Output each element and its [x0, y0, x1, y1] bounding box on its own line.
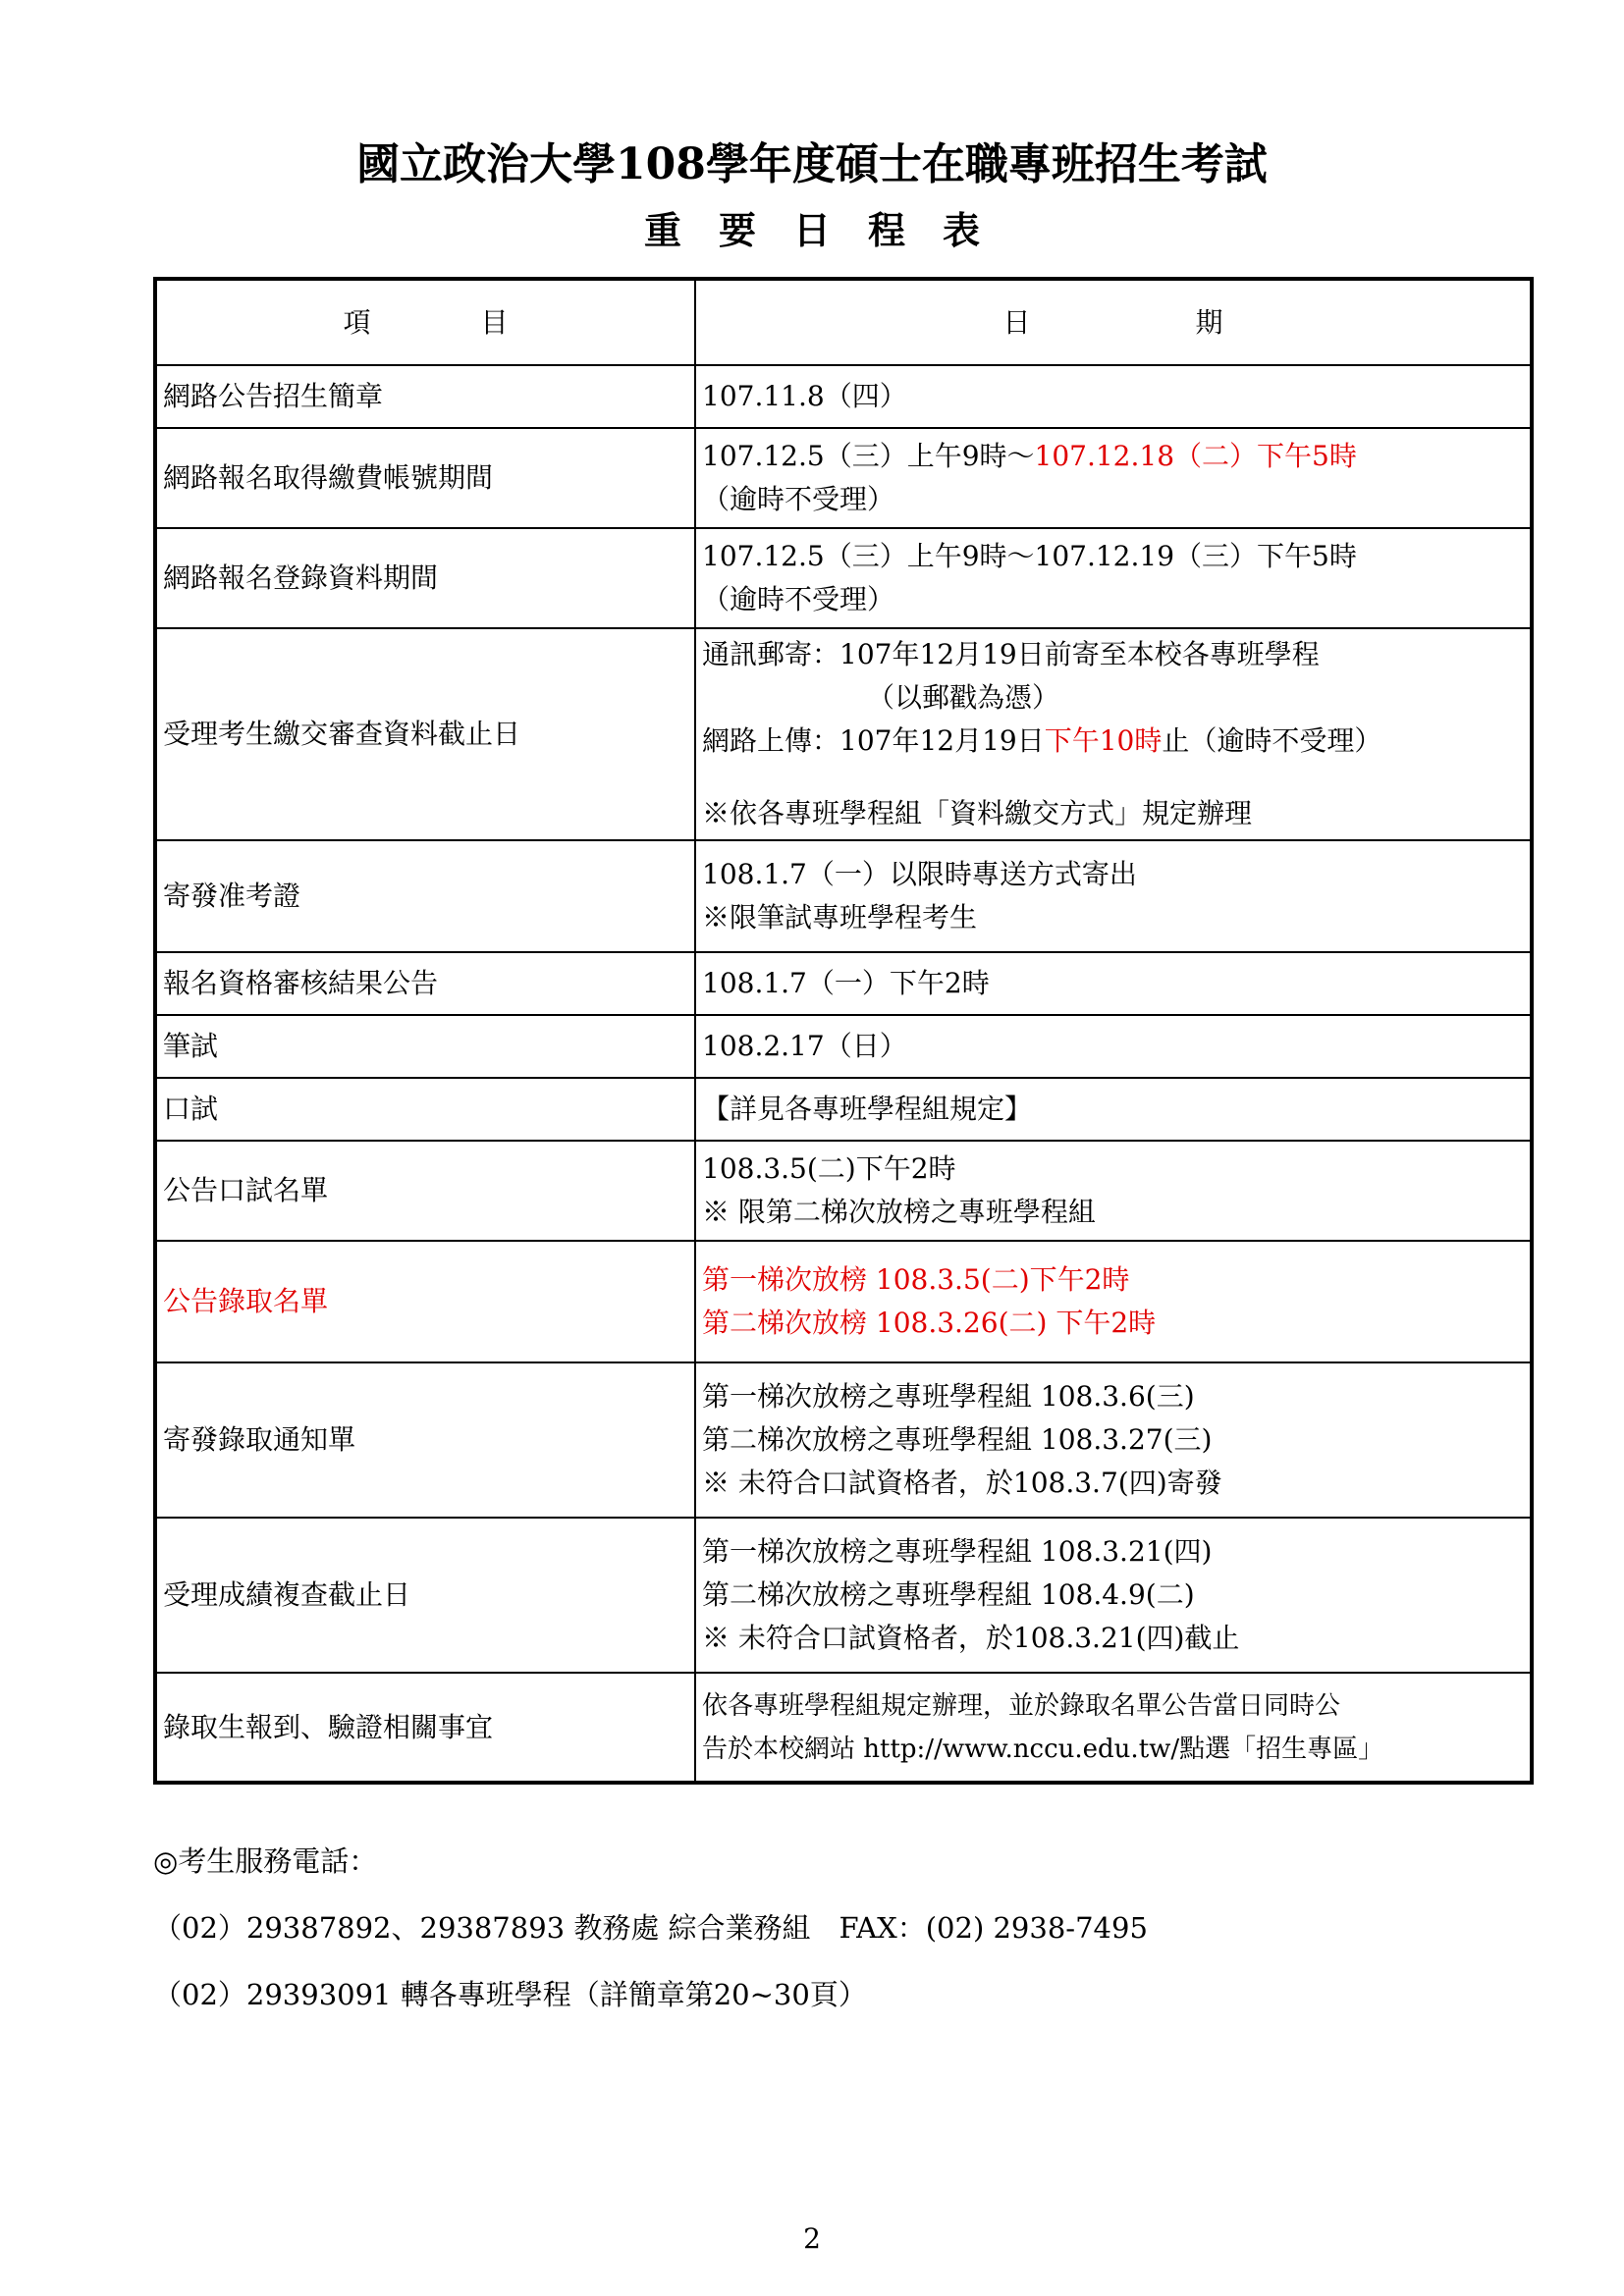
page-number: 2 [803, 2222, 821, 2255]
row-item: 網路公告招生簡章 [155, 365, 695, 428]
table-row [155, 1673, 1532, 1783]
date-line: 第一梯次放榜之專班學程組 108.3.6(三) [702, 1380, 1195, 1413]
table-header-row [155, 279, 1532, 365]
row-date [695, 1141, 1532, 1241]
date-line: 第二梯次放榜 108.3.26(二) 下午2時 [702, 1307, 1157, 1339]
date-line: 108.3.5(二)下午2時 [702, 1152, 956, 1185]
row-date [695, 1241, 1532, 1362]
row-item: 公告口試名單 [155, 1141, 695, 1241]
row-date [695, 840, 1532, 952]
date-note: （逾時不受理） [702, 583, 895, 615]
row-date [695, 1673, 1532, 1783]
date-line: 107.12.5（三）上午9時～107.12.19（三）下午5時 [702, 540, 1357, 572]
date-note: ※ 未符合口試資格者，於108.3.21(四)截止 [702, 1622, 1240, 1654]
header-item: 項 目 [155, 279, 695, 365]
date-line: 通訊郵寄：107年12月19日前寄至本校各專班學程 [702, 638, 1320, 670]
date-note: ※ 未符合口試資格者，於108.3.7(四)寄發 [702, 1467, 1222, 1499]
row-date: 108.1.7（一）下午2時 [695, 952, 1532, 1015]
row-item: 網路報名登錄資料期間 [155, 528, 695, 628]
row-item: 受理考生繳交審查資料截止日 [155, 628, 695, 840]
date-line: 第一梯次放榜之專班學程組 108.3.21(四) [702, 1535, 1213, 1568]
table-row [155, 528, 1532, 628]
page-title: 國立政治大學108學年度碩士在職專班招生考試 [356, 139, 1268, 189]
table-row [155, 952, 1532, 1015]
date-part: 止（逾時不受理） [1162, 724, 1382, 757]
schedule-table [153, 277, 1534, 1785]
row-item: 錄取生報到、驗證相關事宜 [155, 1673, 695, 1783]
date-line: 依各專班學程組規定辦理，並於錄取名單公告當日同時公 [702, 1690, 1341, 1721]
footer-phone-line: （02）29393091 轉各專班學程（詳簡章第20~30頁） [153, 1978, 867, 2011]
date-line: （以郵戳為憑） [867, 681, 1060, 714]
table-row [155, 1078, 1532, 1141]
table-row [155, 1015, 1532, 1078]
date-line: 第二梯次放榜之專班學程組 108.4.9(二) [702, 1578, 1195, 1611]
date-note: （逾時不受理） [702, 483, 895, 515]
deadline-highlight: 107.12.18（二）下午5時 [1034, 440, 1357, 472]
table-row [155, 840, 1532, 952]
date-note: ※ 限第二梯次放榜之專班學程組 [702, 1196, 1096, 1228]
date-line: 第二梯次放榜之專班學程組 108.3.27(三) [702, 1423, 1213, 1456]
row-date [695, 528, 1532, 628]
row-item: 寄發錄取通知單 [155, 1362, 695, 1518]
date-line: 告於本校網站 http://www.nccu.edu.tw/點選「招生專區」 [702, 1734, 1384, 1764]
header-date: 日 期 [695, 279, 1532, 365]
page-subtitle: 重 要 日 程 表 [643, 208, 980, 252]
date-line: 第一梯次放榜 108.3.5(二)下午2時 [702, 1263, 1130, 1296]
row-item: 公告錄取名單 [155, 1241, 695, 1362]
date-note: ※依各專班學程組「資料繳交方式」規定辦理 [702, 797, 1253, 829]
table-row [155, 1362, 1532, 1518]
row-item: 受理成績複查截止日 [155, 1518, 695, 1673]
table-row [155, 628, 1532, 840]
date-note: ※限筆試專班學程考生 [702, 901, 978, 934]
row-item: 筆試 [155, 1015, 695, 1078]
row-date [695, 428, 1532, 528]
date-line: 108.1.7（一）以限時專送方式寄出 [702, 858, 1137, 890]
table-row [155, 1141, 1532, 1241]
row-item: 口試 [155, 1078, 695, 1141]
row-item: 網路報名取得繳費帳號期間 [155, 428, 695, 528]
row-date: 107.11.8（四） [695, 365, 1532, 428]
table-row [155, 1518, 1532, 1673]
row-item: 寄發准考證 [155, 840, 695, 952]
footer-phone-heading: ◎考生服務電話： [153, 1844, 378, 1878]
row-date [695, 1362, 1532, 1518]
row-date [695, 628, 1532, 840]
row-date: 【詳見各專班學程組規定】 [695, 1078, 1532, 1141]
row-date [695, 1518, 1532, 1673]
row-date: 108.2.17（日） [695, 1015, 1532, 1078]
table-row [155, 1241, 1532, 1362]
date-part: 網路上傳：107年12月19日 [702, 724, 1045, 757]
row-item: 報名資格審核結果公告 [155, 952, 695, 1015]
table-row [155, 365, 1532, 428]
date-part: 107.12.5（三）上午9時～ [702, 440, 1035, 472]
deadline-highlight: 下午10時 [1044, 724, 1163, 757]
table-row [155, 428, 1532, 528]
footer-phone-line: （02）29387892、29387893 教務處 綜合業務組 FAX：(02) 2938-7495 [153, 1911, 1148, 1945]
